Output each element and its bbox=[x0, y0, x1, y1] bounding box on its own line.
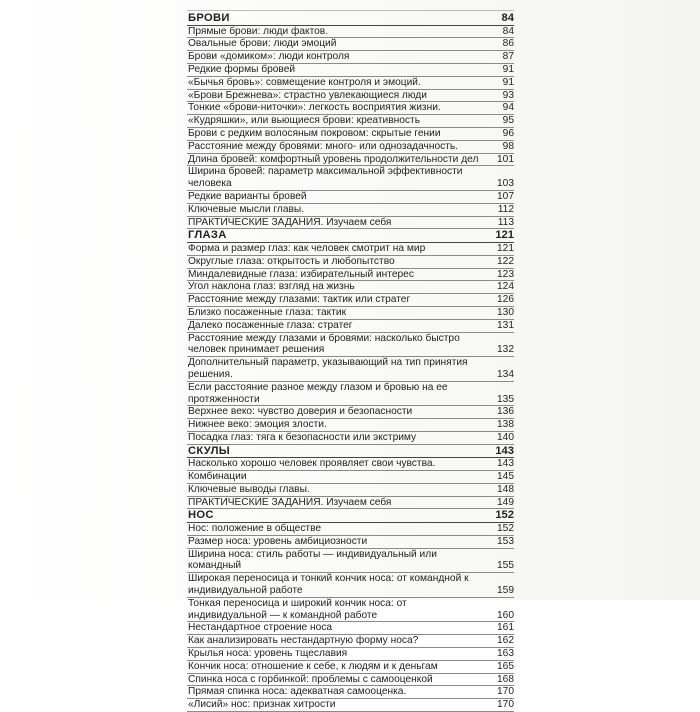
toc-entry-title: Брови с редким волосяным покровом: скрытые гении bbox=[188, 127, 441, 139]
toc-entry bbox=[187, 204, 514, 217]
toc-entry-title: Нестандартное строение носа bbox=[188, 622, 333, 634]
table-of-contents bbox=[187, 12, 514, 712]
toc-page-number: 160 bbox=[497, 609, 514, 621]
toc-page-number: 101 bbox=[497, 153, 514, 165]
toc-entry-title: СКУЛЫ bbox=[188, 444, 231, 457]
toc-entry-title: «Бычья бровь»: совмещение контроля и эмоций. bbox=[188, 76, 421, 88]
toc-page-number: 134 bbox=[497, 368, 514, 380]
toc-entry-title: Расстояние между глазами и бровями: насколько быстро человек принимает решения bbox=[188, 332, 460, 356]
toc-page-number: 143 bbox=[495, 444, 514, 457]
toc-entry bbox=[187, 77, 514, 90]
toc-section-heading bbox=[187, 445, 514, 459]
toc-page-number: 163 bbox=[497, 648, 514, 660]
toc-entry-title: Если расстояние разное между глазом и бровью на ее протяженности bbox=[188, 381, 448, 405]
toc-entry-title: Форма и размер глаз: как человек смотрит на мир bbox=[188, 242, 426, 254]
toc-entry bbox=[187, 269, 514, 282]
toc-entry bbox=[187, 243, 514, 256]
toc-entry bbox=[187, 166, 514, 191]
toc-entry-title: Угол наклона глаз: взгляд на жизнь bbox=[188, 281, 355, 293]
toc-entry-title: ПРАКТИЧЕСКИЕ ЗАДАНИЯ. Изучаем себя bbox=[188, 216, 392, 228]
toc-entry bbox=[187, 333, 514, 358]
toc-entry bbox=[187, 573, 514, 598]
toc-entry-title: Редкие варианты бровей bbox=[188, 190, 307, 202]
toc-entry bbox=[187, 419, 514, 432]
toc-entry-title: Расстояние между бровями: много- или однозадачность. bbox=[188, 140, 459, 152]
toc-page-number: 136 bbox=[497, 406, 514, 418]
toc-page-number: 95 bbox=[502, 115, 514, 127]
toc-entry bbox=[187, 382, 514, 407]
toc-page-number: 112 bbox=[497, 203, 514, 215]
toc-entry bbox=[187, 294, 514, 307]
toc-page-number: 91 bbox=[502, 76, 514, 88]
toc-page-number: 103 bbox=[497, 178, 514, 190]
toc-entry-title: «Лисий» нос: признак хитрости bbox=[188, 699, 336, 711]
toc-page-number: 170 bbox=[497, 686, 514, 698]
toc-page-number: 121 bbox=[497, 242, 514, 254]
toc-entry bbox=[187, 51, 514, 64]
toc-entry bbox=[187, 141, 514, 154]
toc-page-number: 93 bbox=[502, 89, 514, 101]
toc-entry-title: Посадка глаз: тяга к безопасности или экстриму bbox=[188, 431, 417, 443]
toc-entry bbox=[187, 102, 514, 115]
toc-page-number: 152 bbox=[495, 509, 514, 522]
toc-page-number: 168 bbox=[497, 673, 514, 685]
toc-entry bbox=[187, 320, 514, 333]
toc-entry-title: Дополнительный параметр, указывающий на тип принятия решения. bbox=[188, 357, 468, 380]
toc-page-number: 153 bbox=[497, 535, 514, 547]
toc-entry bbox=[187, 38, 514, 51]
toc-page-number: 130 bbox=[497, 306, 514, 318]
toc-page-number: 98 bbox=[502, 140, 514, 152]
toc-page-number: 143 bbox=[497, 458, 514, 470]
toc-page-number: 84 bbox=[501, 12, 514, 24]
toc-entry bbox=[187, 598, 514, 623]
toc-page-number: 86 bbox=[502, 38, 514, 50]
toc-page-number: 170 bbox=[497, 699, 514, 711]
toc-entry-title: Верхнее веко: чувство доверия и безопасности bbox=[188, 406, 413, 418]
toc-entry-title: ГЛАЗА bbox=[188, 229, 227, 242]
toc-page-number: 131 bbox=[497, 319, 514, 331]
toc-page-number: 84 bbox=[502, 25, 514, 37]
toc-entry bbox=[187, 635, 514, 648]
toc-entry-title: Комбинации bbox=[188, 471, 247, 483]
toc-entry bbox=[187, 622, 514, 635]
toc-entry-title: Прямые брови: люди фактов. bbox=[188, 25, 329, 37]
toc-entry-title: Насколько хорошо человек проявляет свои чувства. bbox=[188, 458, 436, 470]
toc-entry bbox=[187, 648, 514, 661]
toc-entry-title: Ширина носа: стиль работы — индивидуальный или командный bbox=[188, 548, 437, 572]
toc-entry-title: Тонкие «брови-ниточки»: легкость восприятия жизни. bbox=[188, 102, 441, 114]
toc-entry bbox=[187, 661, 514, 674]
toc-page-number: 138 bbox=[497, 419, 514, 431]
toc-entry-title: Длина бровей: комфортный уровень продолжительности дел bbox=[188, 153, 479, 165]
toc-entry-title: Нос: положение в обществе bbox=[188, 523, 322, 535]
toc-entry-title: Тонкая переносица и широкий кончик носа: от индивидуальной — к командной работе bbox=[188, 597, 407, 621]
toc-entry-title: Миндалевидные глаза: избирательный интерес bbox=[188, 268, 414, 280]
toc-page-number: 87 bbox=[502, 51, 514, 63]
toc-entry-title: ПРАКТИЧЕСКИЕ ЗАДАНИЯ. Изучаем себя bbox=[188, 496, 392, 508]
toc-entry bbox=[187, 26, 514, 39]
toc-entry bbox=[187, 115, 514, 128]
toc-entry-title: Кончик носа: отношение к себе, к людям и к деньгам bbox=[188, 660, 438, 672]
toc-entry-title: Овальные брови: люди эмоций bbox=[188, 38, 337, 50]
toc-section-heading bbox=[187, 509, 514, 523]
toc-page-number: 149 bbox=[497, 496, 514, 508]
toc-entry-title: Ключевые мысли главы. bbox=[188, 203, 305, 215]
toc-entry-title: «Кудряшки», или вьющиеся брови: креативность bbox=[188, 115, 420, 127]
top-rule bbox=[187, 10, 514, 11]
toc-page-number: 121 bbox=[495, 229, 514, 242]
toc-entry bbox=[187, 281, 514, 294]
toc-page-number: 159 bbox=[497, 585, 514, 597]
toc-entry bbox=[187, 458, 514, 471]
toc-entry bbox=[187, 536, 514, 549]
toc-entry bbox=[187, 432, 514, 445]
toc-page-number: 162 bbox=[497, 635, 514, 647]
toc-page-number: 155 bbox=[497, 560, 514, 572]
toc-page-number: 161 bbox=[497, 622, 514, 634]
toc-page-number: 94 bbox=[502, 102, 514, 114]
toc-entry bbox=[187, 686, 514, 699]
toc-entry bbox=[187, 699, 514, 712]
toc-page-number: 96 bbox=[502, 127, 514, 139]
toc-entry bbox=[187, 90, 514, 103]
toc-entry-title: БРОВИ bbox=[188, 12, 230, 24]
toc-entry-title: Брови «домиком»: люди контроля bbox=[188, 51, 350, 63]
toc-entry-title: НОС bbox=[188, 509, 214, 522]
toc-page-number: 123 bbox=[497, 268, 514, 280]
toc-entry bbox=[187, 307, 514, 320]
toc-section-heading bbox=[187, 12, 514, 26]
toc-entry-title: Редкие формы бровей bbox=[188, 63, 296, 75]
toc-entry-title: Близко посаженные глаза: тактик bbox=[188, 306, 347, 318]
toc-entry bbox=[187, 497, 514, 510]
toc-page-number: 152 bbox=[497, 523, 514, 535]
toc-page-number: 124 bbox=[497, 281, 514, 293]
toc-entry-title: Ширина бровей: параметр максимальной эффективности человека bbox=[188, 166, 463, 190]
toc-entry-title: Прямая спинка носа: адекватная самооценка. bbox=[188, 686, 407, 698]
toc-entry-title: Размер носа: уровень амбициозности bbox=[188, 535, 368, 547]
toc-page-number: 140 bbox=[497, 431, 514, 443]
toc-entry bbox=[187, 484, 514, 497]
toc-page-number: 113 bbox=[497, 216, 514, 228]
toc-entry bbox=[187, 128, 514, 141]
toc-entry-title: Спинка носа с горбинкой: проблемы с самооценкой bbox=[188, 673, 433, 685]
toc-entry bbox=[187, 64, 514, 77]
toc-entry bbox=[187, 523, 514, 536]
toc-entry bbox=[187, 406, 514, 419]
toc-entry bbox=[187, 256, 514, 269]
toc-entry bbox=[187, 357, 514, 382]
toc-entry bbox=[187, 154, 514, 167]
toc-page-number: 91 bbox=[502, 63, 514, 75]
toc-entry bbox=[187, 217, 514, 230]
toc-page-number: 126 bbox=[497, 294, 514, 306]
toc-page-number: 165 bbox=[497, 660, 514, 672]
toc-section-heading bbox=[187, 229, 514, 243]
toc-page-number: 107 bbox=[497, 190, 514, 202]
toc-page-number: 145 bbox=[497, 471, 514, 483]
toc-entry bbox=[187, 191, 514, 204]
toc-entry-title: Далеко посаженные глаза: стратег bbox=[188, 319, 353, 331]
toc-page-number: 132 bbox=[497, 344, 514, 356]
toc-entry-title: Широкая переносица и тонкий кончик носа: от командной к индивидуальной работе bbox=[188, 573, 469, 597]
toc-page-number: 135 bbox=[497, 393, 514, 405]
toc-entry-title: Округлые глаза: открытость и любопытство bbox=[188, 255, 395, 267]
toc-page-number: 122 bbox=[497, 255, 514, 267]
toc-entry-title: Ключевые выводы главы. bbox=[188, 483, 310, 495]
toc-entry bbox=[187, 674, 514, 687]
toc-page-number: 148 bbox=[497, 483, 514, 495]
toc-entry-title: «Брови Брежнева»: страстно увлекающиеся люди bbox=[188, 89, 427, 101]
toc-entry-title: Как анализировать нестандартную форму носа? bbox=[188, 635, 419, 647]
toc-entry-title: Крылья носа: уровень тщеславия bbox=[188, 648, 348, 660]
toc-entry-title: Расстояние между глазами: тактик или стратег bbox=[188, 294, 411, 306]
toc-entry bbox=[187, 471, 514, 484]
toc-entry-title: Нижнее веко: эмоция злости. bbox=[188, 419, 327, 431]
toc-entry bbox=[187, 549, 514, 574]
